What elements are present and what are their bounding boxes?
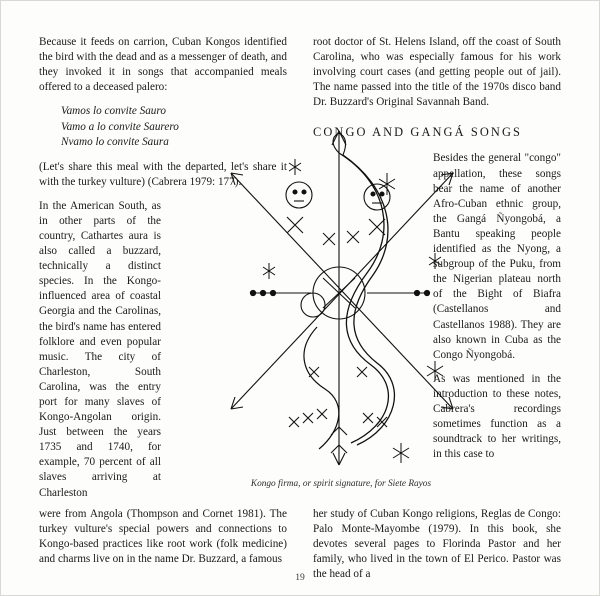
right-paragraph-3: As was mentioned in the introduction to these notes, Cabrera's recordings sometimes function as a soundtrack to her writings, in this case to — [433, 372, 561, 461]
left-column — [39, 35, 287, 505]
left-paragraph-2: (Let's share this meal with the departed, let's share it with the turkey vulture) (Cabrera 1979: 177). — [39, 160, 287, 188]
verse-line-2: Vamo a lo convite Saurero — [61, 120, 179, 133]
page-number: 19 — [295, 572, 305, 583]
page-columns — [39, 35, 561, 505]
left-paragraph-3: In the American South, as in other parts of the country, Cathartes aura is also called a buzzard, technically a distinct species. In the Kongo-influenced area of coastal Georgia and the Carolinas, the bird's name has entered folklore and even popular music. The city of Charleston, South Carolina, was the entry port for many slaves of Kongo-Angolan origin. Just between the years 1735 and 1740, for example, 70 percent of all slaves arriving at Charleston — [39, 199, 161, 499]
bottom-left-paragraph: were from Angola (Thompson and Cornet 1981). The turkey vulture's special powers and connections to Kongo-based practices like root work (folk medicine) and charms live on in the name Dr. Buzzard, a famous — [39, 508, 287, 566]
right-paragraph-2: Besides the general "congo" appellation, these songs bear the name of another Afro-Cuban ethnic group, the Gangá Ñyongobá, a Bantu speaking people identified as the Nyong, a subgroup of the Puku, from the Nigerian plateau north of the Bight of Biafra (Castellanos and Castellanos 1988). They are also known in Cuba as the Congo Ñyongobá. — [433, 152, 561, 361]
song-verse — [39, 104, 287, 150]
section-heading: CONGO AND GANGÁ SONGS — [313, 125, 522, 140]
verse-line-3: Nvamo lo convite Saura — [61, 136, 169, 149]
figure-caption: Kongo firma, or spirit signature, for Siete Rayos — [250, 479, 432, 489]
right-paragraph-1: root doctor of St. Helens Island, off the coast of South Carolina, who was especially famous for his work involving court cases (and getting people out of jail). The name passed into the title of the 1970s disco band Dr. Buzzard's Original Savannah Band. — [313, 36, 561, 109]
bottom-right-paragraph: her study of Cuban Kongo religions, Reglas de Congo: Palo Monte-Mayombe (1979). In this book, she devotes several pages to Florinda Pastor and her family, who lived in the town of El Perico. Pastor was the head of a — [313, 508, 561, 581]
right-column — [313, 35, 561, 505]
left-paragraph-1: Because it feeds on carrion, Cuban Kongos identified the bird with the dead and as a messenger of death, and they invoked it in songs that accompanied meals offered to a deceased palero: — [39, 36, 287, 94]
verse-line-1: Vamos lo convite Sauro — [61, 105, 166, 118]
